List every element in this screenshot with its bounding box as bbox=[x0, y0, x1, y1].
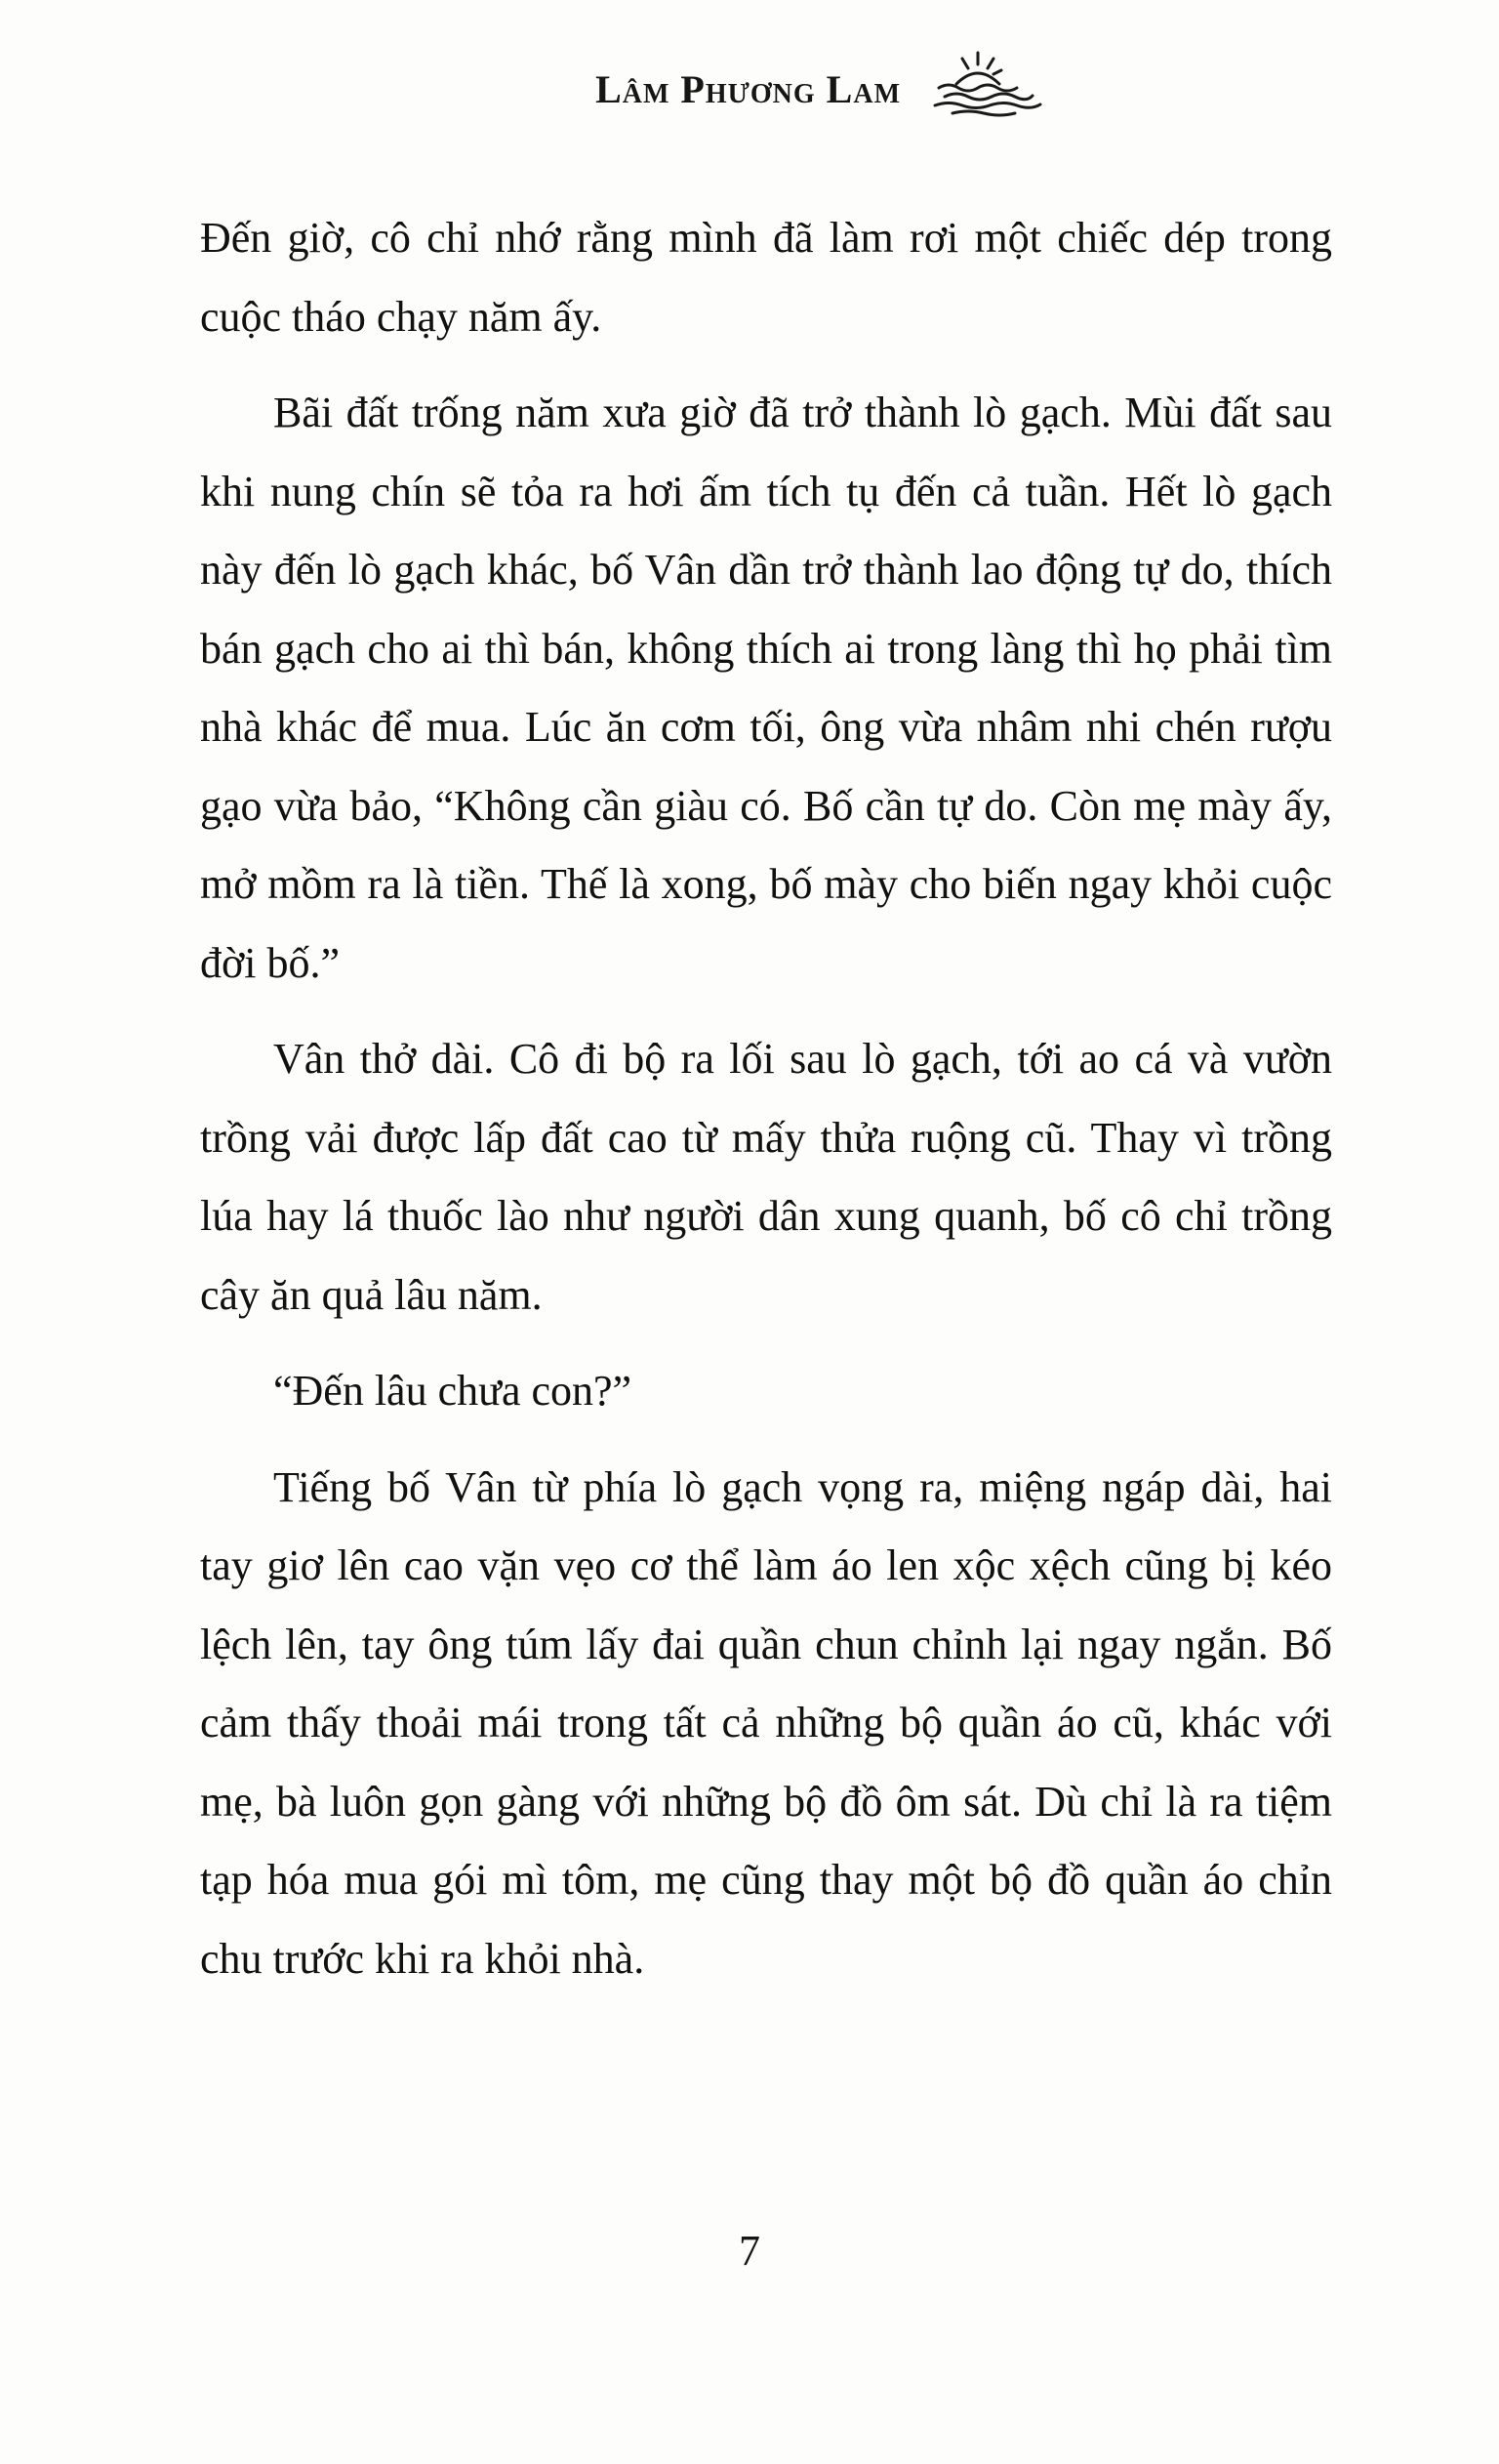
page-number: 7 bbox=[739, 2227, 760, 2275]
chapter-body-text bbox=[200, 199, 1332, 2016]
paragraph-2: Bãi đất trống năm xưa giờ đã trở thành lò gạch. Mùi đất sau khi nung chín sẽ tỏa ra hơi ấm tích tụ đến cả tuần. Hết lò gạch này đến lò gạch khác, bố Vân dần trở thành lao động tự do, thích bán gạch cho ai thì bán, không thích ai trong làng thì họ phải tìm nhà khác để mua. Lúc ăn cơm tối, ông vừa nhâm nhi chén rượu gạo vừa bảo, “Không cần giàu có. Bố cần tự do. Còn mẹ mày ấy, mở mồm ra là tiền. Thế là xong, bố mày cho biến ngay khỏi cuộc đời bố.” bbox=[200, 389, 1332, 987]
paragraph-4: “Đến lâu chưa con?” bbox=[273, 1367, 632, 1415]
sunset-over-water-icon bbox=[927, 45, 1044, 123]
paragraph-1: Đến giờ, cô chỉ nhớ rằng mình đã làm rơi một chiếc dép trong cuộc tháo chạy năm ấy. bbox=[200, 214, 1332, 341]
page-header bbox=[0, 57, 1499, 125]
paragraph-3: Vân thở dài. Cô đi bộ ra lối sau lò gạch, tới ao cá và vườn trồng vải được lấp đất cao từ mấy thửa ruộng cũ. Thay vì trồng lúa hay lá thuốc lào như người dân xung quanh, bố cô chỉ trồng cây ăn quả lâu năm. bbox=[200, 1035, 1332, 1319]
running-head-author: Lâm Phương Lam bbox=[595, 67, 901, 111]
paragraph-5: Tiếng bố Vân từ phía lò gạch vọng ra, miệng ngáp dài, hai tay giơ lên cao vặn vẹo cơ thể làm áo len xộc xệch cũng bị kéo lệch lên, tay ông túm lấy đai quần chun chỉnh lại ngay ngắn. Bố cảm thấy thoải mái trong tất cả những bộ quần áo cũ, khác với mẹ, bà luôn gọn gàng với những bộ đồ ôm sát. Dù chỉ là ra tiệm tạp hóa mua gói mì tôm, mẹ cũng thay một bộ đồ quần áo chỉn chu trước khi ra khỏi nhà. bbox=[200, 1462, 1332, 1983]
